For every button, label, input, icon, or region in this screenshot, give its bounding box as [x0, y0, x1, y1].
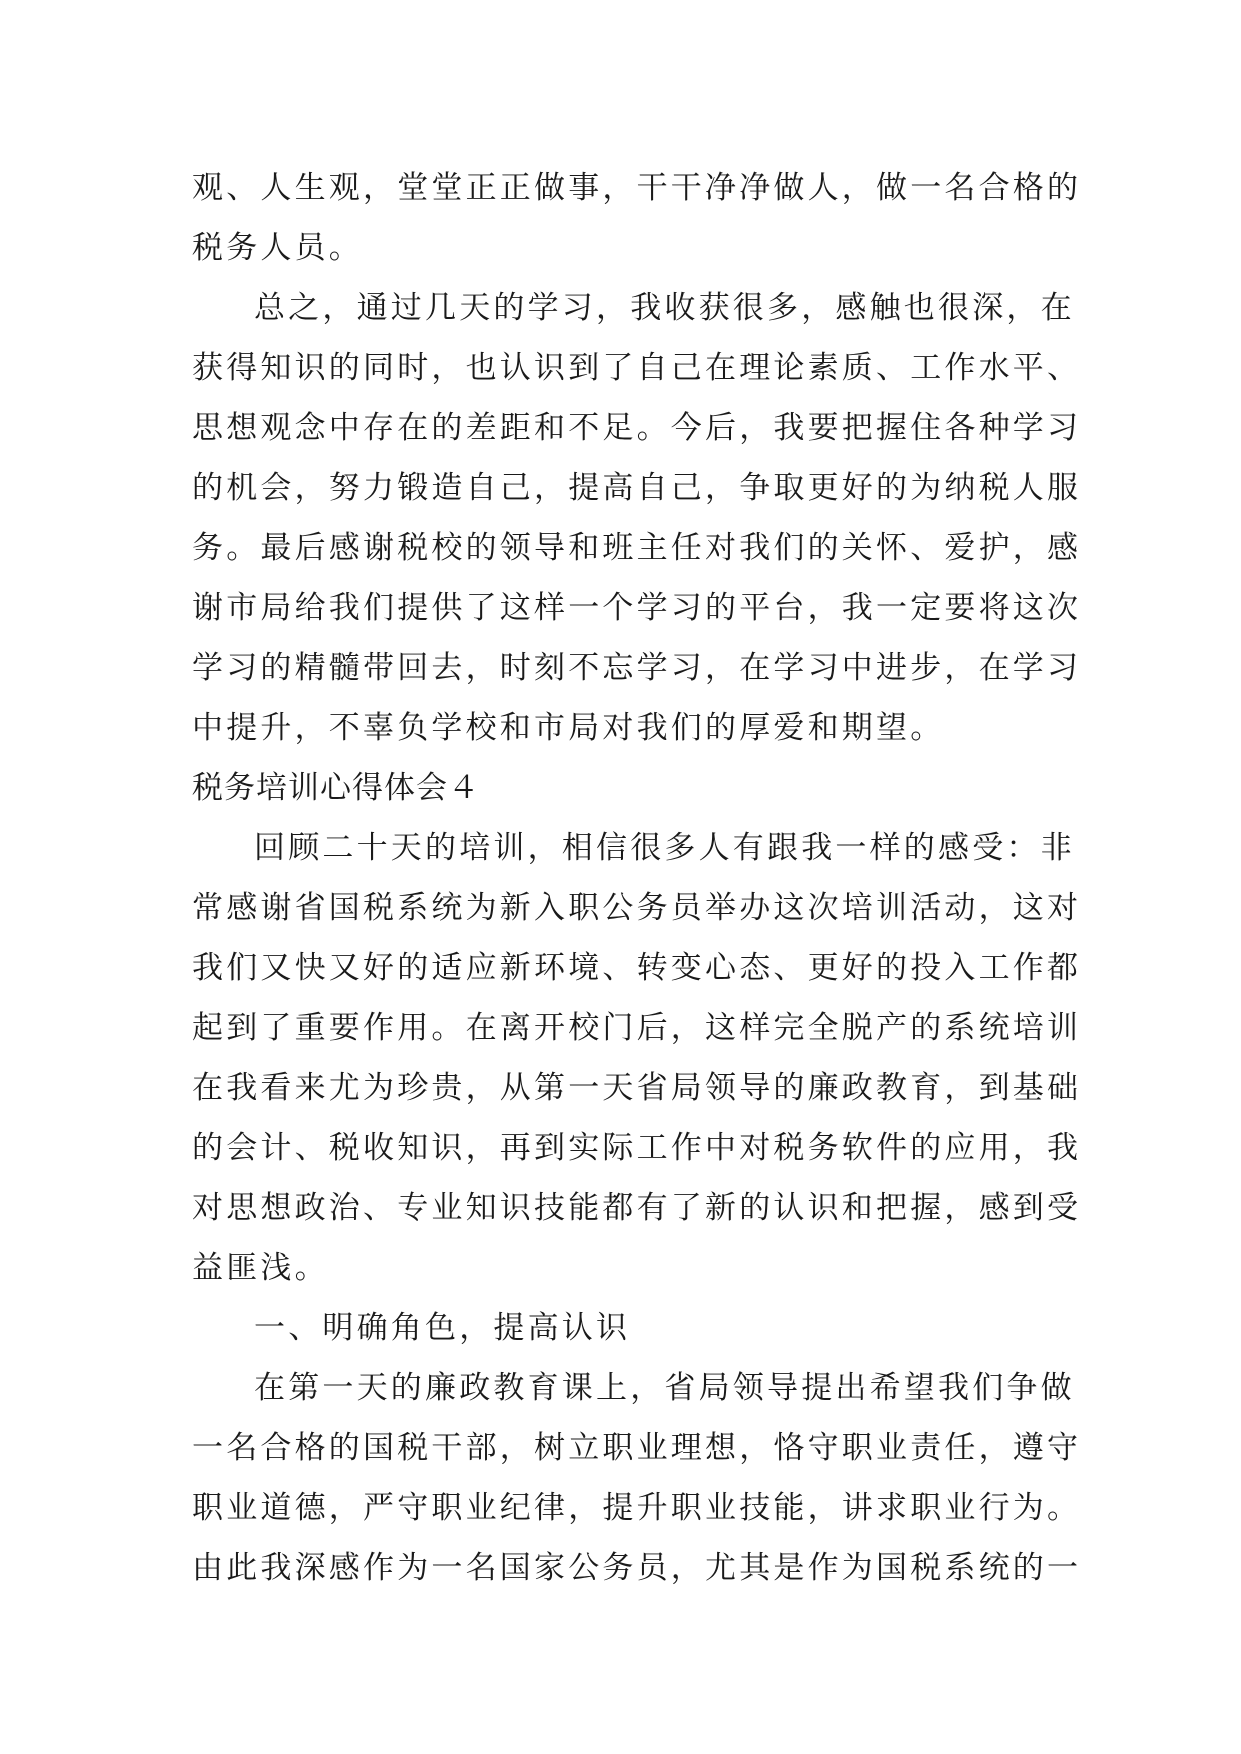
text-line: 职业道德，严守职业纪律，提升职业技能，讲求职业行为。 [192, 1490, 1082, 1526]
text-line: 对思想政治、专业知识技能都有了新的认识和把握，感到受 [192, 1190, 1082, 1226]
text-line: 的会计、税收知识，再到实际工作中对税务软件的应用，我 [192, 1130, 1082, 1166]
text-line: 益匪浅。 [192, 1250, 329, 1286]
text-line: 由此我深感作为一名国家公务员，尤其是作为国税系统的一 [192, 1550, 1082, 1586]
text-line: 总之，通过几天的学习，我收获很多，感触也很深，在 [254, 290, 1075, 326]
text-line: 学习的精髓带回去，时刻不忘学习，在学习中进步，在学习 [192, 650, 1082, 686]
continuation-paragraph [192, 158, 1082, 278]
text-line: 起到了重要作用。在离开校门后，这样完全脱产的系统培训 [192, 1010, 1082, 1046]
subheading: 一、明确角色，提高认识 [254, 1310, 631, 1346]
text-line: 思想观念中存在的差距和不足。今后，我要把握住各种学习 [192, 410, 1082, 446]
text-line: 常感谢省国税系统为新入职公务员举办这次培训活动，这对 [192, 890, 1082, 926]
text-line: 我们又快又好的适应新环境、转变心态、更好的投入工作都 [192, 950, 1082, 986]
text-line: 回顾二十天的培训，相信很多人有跟我一样的感受：非 [254, 830, 1075, 866]
text-line: 税务人员。 [192, 230, 363, 266]
text-line: 在我看来尤为珍贵，从第一天省局领导的廉政教育，到基础 [192, 1070, 1082, 1106]
text-line: 在第一天的廉政教育课上，省局领导提出希望我们争做 [254, 1370, 1075, 1406]
intro-paragraph [192, 818, 1082, 1298]
conclusion-paragraph [192, 278, 1082, 758]
text-line: 一名合格的国税干部，树立职业理想，恪守职业责任，遵守 [192, 1430, 1082, 1466]
text-line: 务。最后感谢税校的领导和班主任对我们的关怀、爱护，感 [192, 530, 1082, 566]
body-paragraph [192, 1358, 1082, 1598]
text-line: 的机会，努力锻造自己，提高自己，争取更好的为纳税人服 [192, 470, 1082, 506]
text-line: 获得知识的同时，也认识到了自己在理论素质、工作水平、 [192, 350, 1082, 386]
text-line: 中提升，不辜负学校和市局对我们的厚爱和期望。 [192, 710, 945, 746]
document-body [192, 158, 1082, 1598]
text-line: 观、人生观，堂堂正正做事，干干净净做人，做一名合格的 [192, 170, 1082, 206]
text-line: 谢市局给我们提供了这样一个学习的平台，我一定要将这次 [192, 590, 1082, 626]
section-title: 税务培训心得体会４ [192, 770, 480, 806]
